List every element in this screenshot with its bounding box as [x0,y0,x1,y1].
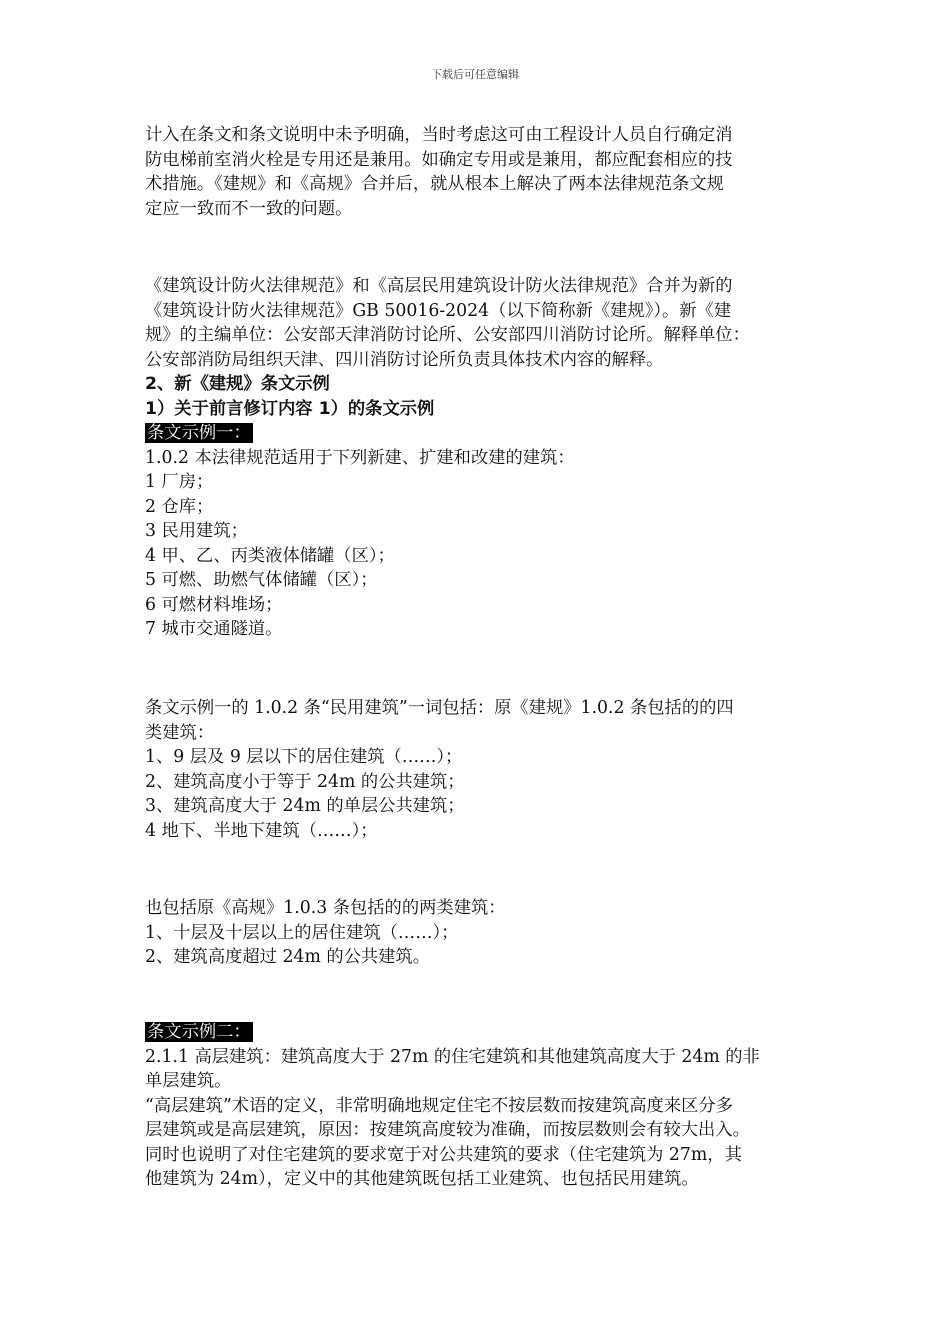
list-item: 1、9 层及 9 层以下的居住建筑（……）； [145,747,463,767]
merge-paragraph [145,274,807,642]
text-line: 定应一致而不一致的问题。 [145,198,353,219]
section-subheading: 1）关于前言修订内容 1）的条文示例 [145,398,435,419]
intro-paragraph [145,123,807,221]
text-line: 术措施。《建规》和《高规》合并后，就从根本上解决了两本法律规范条文规 [145,174,724,194]
example-2-label: 条文示例二： [147,1022,251,1042]
list-item: 2、建筑高度小于等于 24m 的公共建筑； [145,771,465,792]
text-line: 他建筑为 24m），定义中的其他建筑既包括工业建筑、也包括民用建筑。 [145,1169,699,1189]
list-item: 4 地下、半地下建筑（……）； [145,820,378,841]
section-heading: 2、新《建规》条文示例 [145,374,330,394]
text-line: 类建筑： [145,722,215,743]
text-line: 2.1.1 高层建筑：建筑高度大于 27m 的住宅建筑和其他建筑高度大于 24m 的非 [145,1046,760,1067]
list-item: 4 甲、乙、丙类液体储罐（区）； [145,545,395,566]
text-line: 也包括原《高规》1.0.3 条包括的的两类建筑： [145,898,506,918]
list-item: 1、十层及十层以上的居住建筑（……）； [145,922,459,943]
text-line: 条文示例一的 1.0.2 条“民用建筑”一词包括：原《建规》1.0.2 条包括的的四 [145,698,734,718]
page-header: 下载后可任意编辑 [431,68,519,81]
explain-2-paragraph [145,896,807,970]
list-item: 7 城市交通隧道。 [145,619,283,639]
text-line: 1.0.2 本法律规范适用于下列新建、扩建和改建的建筑： [145,447,575,468]
text-line: 层建筑或是高层建筑，原因：按建筑高度较为准确，而按层数则会有较大出入。 [145,1120,750,1140]
text-line: “高层建筑”术语的定义，非常明确地规定住宅不按层数而按建筑高度来区分多 [145,1095,733,1116]
list-item: 3、建筑高度大于 24m 的单层公共建筑； [145,796,465,816]
text-line: 同时也说明了对住宅建筑的要求宽于对公共建筑的要求（住宅建筑为 27m，其 [145,1144,742,1165]
list-item: 2、建筑高度超过 24m 的公共建筑。 [145,947,431,967]
example-1-label: 条文示例一： [147,423,251,443]
list-item: 6 可燃材料堆场； [145,594,283,615]
text-line: 《建筑设计防火法律规范》和《高层民用建筑设计防火法律规范》合并为新的 [145,276,733,296]
text-line: 防电梯前室消火栓是专用还是兼用。如确定专用或是兼用，都应配套相应的技 [145,149,733,170]
list-item: 3 民用建筑； [145,521,248,541]
list-item: 2 仓库； [145,496,214,517]
list-item: 5 可燃、助燃气体储罐（区）； [145,570,378,590]
text-line: 计入在条文和条文说明中未予明确，当时考虑这可由工程设计人员自行确定消 [145,125,733,145]
text-line: 单层建筑。 [145,1071,232,1091]
text-line: 规》的主编单位：公安部天津消防讨论所、公安部四川消防讨论所。解释单位： [145,325,750,345]
text-line: 公安部消防局组织天津、四川消防讨论所负责具体技术内容的解释。 [145,349,664,370]
example-2-paragraph [145,1020,807,1192]
list-item: 1 厂房； [145,472,214,492]
explain-1-paragraph [145,696,807,843]
text-line: 《建筑设计防火法律规范》GB 50016-2024（以下简称新《建规》）。新《建 [145,300,732,321]
